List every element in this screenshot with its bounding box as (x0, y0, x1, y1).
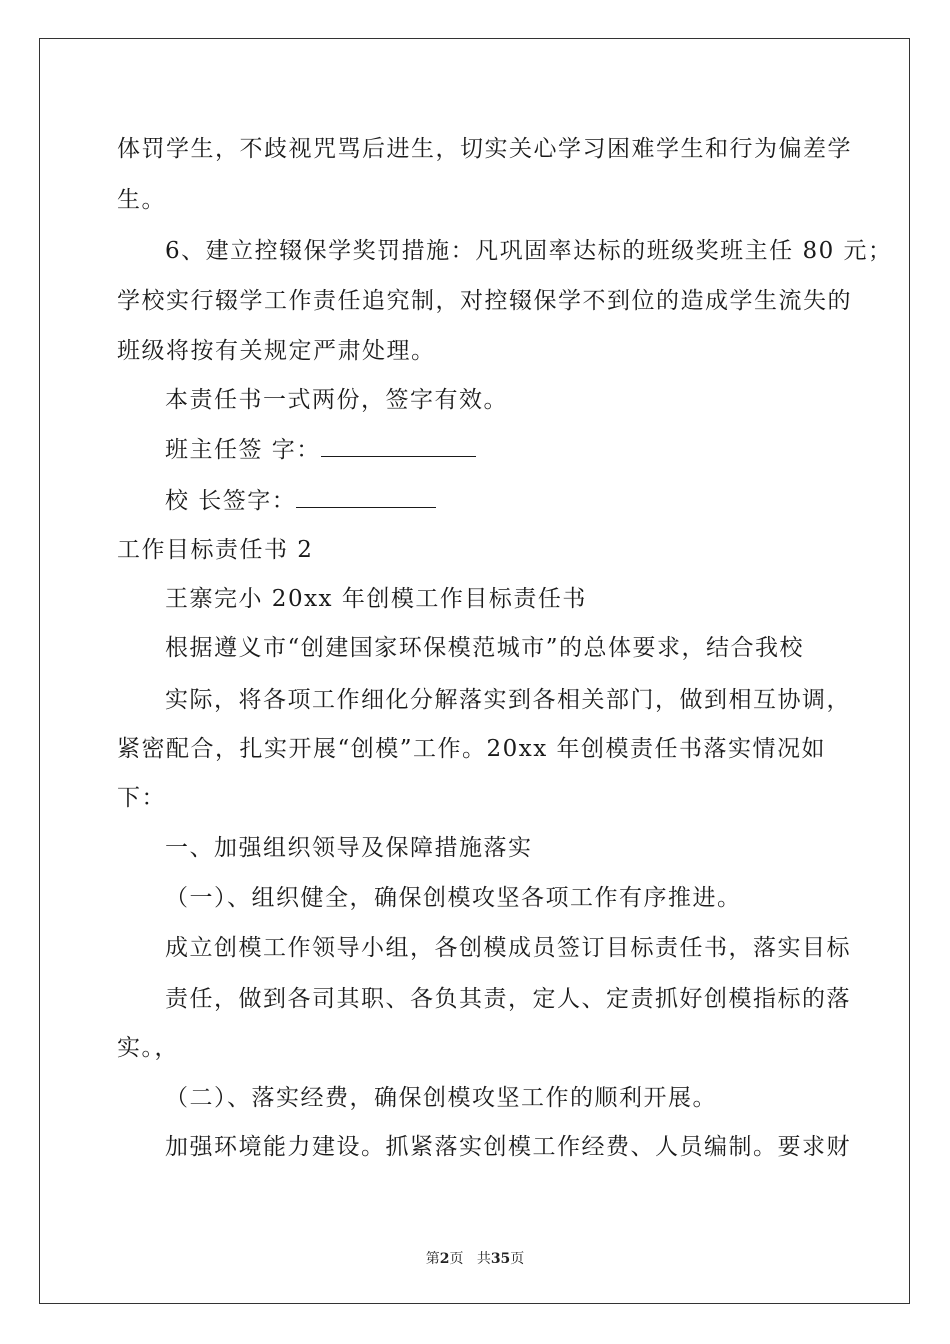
paragraph-line: 生。 (117, 187, 166, 213)
paragraph-line: 体罚学生，不歧视咒骂后进生，切实关心学习困难学生和行为偏差学 (117, 136, 852, 162)
subheading: 一、加强组织领导及保障措施落实 (165, 835, 533, 861)
page-footer (0, 1250, 950, 1268)
paragraph-line: 成立创模工作领导小组，各创模成员签订目标责任书，落实目标 (165, 935, 851, 961)
signature-line-principal (165, 485, 436, 516)
total-suffix: 页 (510, 1251, 525, 1267)
signature-label: 校 长签字： (165, 488, 297, 514)
paragraph-line: 下： (117, 785, 166, 811)
page-prefix: 第 (425, 1251, 440, 1267)
section-heading: 工作目标责任书 2 (117, 537, 314, 563)
total-prefix: 共 (476, 1251, 491, 1267)
signature-blank (296, 485, 436, 508)
paragraph-line: 紧密配合，扎实开展“创模”工作。20xx 年创模责任书落实情况如 (117, 736, 827, 762)
paragraph-line: 学校实行辍学工作责任追究制，对控辍保学不到位的造成学生流失的 (117, 288, 852, 314)
paragraph-line: 加强环境能力建设。抓紧落实创模工作经费、人员编制。要求财 (165, 1134, 851, 1160)
page-number: 2 (439, 1251, 450, 1267)
document-title: 王寨完小 20xx 年创模工作目标责任书 (165, 586, 587, 612)
page-border (39, 38, 910, 1304)
paragraph-line: 班级将按有关规定严肃处理。 (117, 338, 436, 364)
paragraph-line: 本责任书一式两份，签字有效。 (165, 387, 508, 413)
subheading: （二）、落实经费，确保创模攻坚工作的顺利开展。 (165, 1085, 717, 1111)
signature-label: 班主任签 字： (165, 437, 321, 463)
page-suffix: 页 (449, 1251, 464, 1267)
paragraph-line: 根据遵义市“创建国家环保模范城市”的总体要求，结合我校 (165, 635, 805, 661)
total-pages: 35 (490, 1251, 511, 1267)
signature-blank (321, 434, 476, 457)
paragraph-line: 6、建立控辍保学奖罚措施：凡巩固率达标的班级奖班主任 80 元； (165, 238, 893, 264)
signature-line-teacher (165, 434, 476, 465)
subheading: （一）、组织健全，确保创模攻坚各项工作有序推进。 (165, 885, 742, 911)
paragraph-line: 责任，做到各司其职、各负其责，定人、定责抓好创模指标的落 (165, 986, 851, 1012)
paragraph-line: 实。， (117, 1035, 179, 1061)
paragraph-line: 实际，将各项工作细化分解落实到各相关部门，做到相互协调， (165, 687, 851, 713)
